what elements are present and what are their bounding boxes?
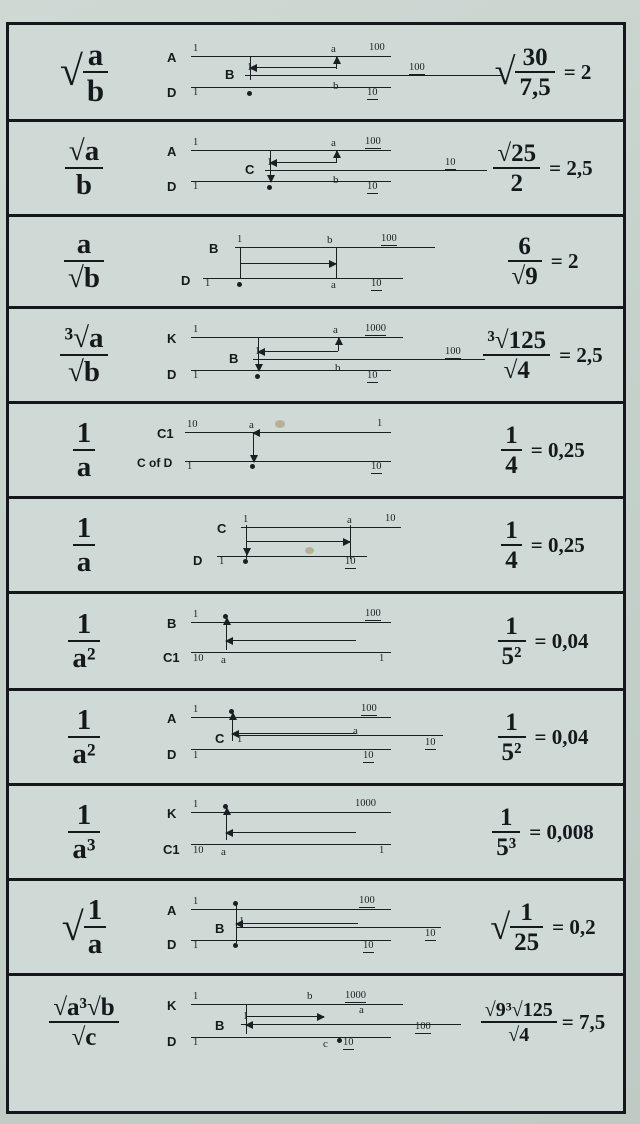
- transfer-arrow-11a: [246, 1016, 324, 1017]
- cursor-line-11: [246, 1004, 247, 1034]
- radical-sign: √: [61, 904, 84, 949]
- result-equals: = 0,008: [529, 819, 594, 844]
- transfer-arrow-3: [240, 263, 336, 264]
- scale-tick-left-D: 1: [193, 1037, 199, 1048]
- index-dot-10b: [233, 943, 238, 948]
- scale-tick-left-D: 1: [193, 370, 199, 381]
- result-equals: = 0,04: [534, 628, 589, 653]
- result-equals: = 2,5: [549, 155, 593, 180]
- diagram-cell-5: [137, 404, 463, 496]
- chart-row-10: [9, 881, 623, 976]
- transfer-arrow-11b: [246, 1024, 350, 1025]
- chart-row-3: [9, 217, 623, 309]
- slider-index-11: 1: [243, 1011, 249, 1022]
- formula-denominator: a²: [72, 641, 96, 674]
- index-dot-4: [255, 374, 260, 379]
- formula-denominator: √b: [67, 262, 101, 294]
- result-denominator: √4: [508, 1023, 530, 1046]
- up-arrow-7: [226, 618, 227, 650]
- down-arrow-6: [246, 529, 247, 555]
- result-cell-4: [463, 309, 623, 401]
- chart-row-9: [9, 786, 623, 881]
- scale-line-C1: [191, 652, 391, 653]
- formula-cell-11: [9, 976, 159, 1068]
- stain-spot: [275, 420, 285, 428]
- result-equals: = 2,5: [559, 342, 603, 367]
- chart-row-6: [9, 499, 623, 594]
- scale-line-D: [191, 87, 391, 88]
- result-numerator: 6: [508, 234, 542, 262]
- scale-line-C1: [191, 844, 391, 845]
- formula-cell-7: [9, 594, 159, 688]
- diagram-cell-1: [159, 25, 463, 119]
- point-label-a: a: [331, 43, 336, 55]
- result-cell-6: [463, 499, 623, 591]
- result-radical-sign: √: [494, 51, 516, 93]
- scale-label-D: D: [167, 937, 177, 952]
- scale-tick-right-K: 1000: [355, 798, 376, 809]
- scale-line-C: [241, 527, 401, 528]
- formula-denominator: √b: [67, 355, 101, 388]
- down-arrow-4: [258, 351, 259, 371]
- scale-line-B: [253, 359, 485, 360]
- read-arrow-4: [338, 338, 339, 351]
- scale-tick-extra: 10: [425, 928, 436, 939]
- point-label-a: a: [249, 419, 254, 431]
- formula-cell-4: [9, 309, 159, 401]
- scale-tick-right-D: 10: [371, 461, 382, 472]
- formula-numerator: 1: [68, 801, 99, 833]
- scale-tick-right-D: 10: [363, 750, 374, 761]
- point-label-c: c: [323, 1038, 328, 1050]
- scale-tick-right-A: 100: [365, 136, 381, 147]
- formula-numerator: √a³√b: [49, 995, 118, 1023]
- scale-tick-left-A: 1: [193, 43, 199, 54]
- scale-label-K: K: [167, 331, 177, 346]
- chart-row-2: [9, 122, 623, 217]
- formula-cell-6: [9, 499, 159, 591]
- index-dot-1: [247, 91, 252, 96]
- cursor-label-B: B: [229, 351, 239, 366]
- scale-tick-left-A: 1: [193, 704, 199, 715]
- result-numerator: √9³√125: [481, 1000, 557, 1023]
- diagram-cell-8: [159, 691, 463, 783]
- point-label-a: a: [221, 654, 226, 666]
- point-label-a: a: [331, 279, 336, 291]
- scale-line-A: [191, 909, 391, 910]
- formula-numerator: 1: [68, 610, 99, 642]
- formula-numerator: a: [64, 230, 104, 262]
- result-equals: = 2: [550, 249, 579, 273]
- scale-tick-left-K: 1: [193, 991, 199, 1002]
- result-equals: = 0,04: [534, 724, 589, 749]
- formula-numerator: 1: [73, 419, 96, 451]
- scale-tick-right-A: 100: [361, 703, 377, 714]
- scale-tick-left-D: 1: [193, 181, 199, 192]
- diagram-cell-10: [159, 881, 463, 973]
- point-label-a: a: [359, 1004, 364, 1016]
- scale-label-C: C: [217, 521, 227, 536]
- formula-cell-8: [9, 691, 159, 783]
- scale-tick-left-D: 1: [193, 940, 199, 951]
- transfer-arrow-9: [226, 832, 356, 833]
- scale-tick-left-B: 1: [193, 609, 199, 620]
- scale-label-B: B: [167, 616, 177, 631]
- point-label-a: a: [333, 324, 338, 336]
- formula-denominator: a: [76, 545, 92, 578]
- stain-spot: [305, 547, 314, 554]
- scale-label-D: D: [167, 179, 177, 194]
- point-label-a: a: [221, 846, 226, 858]
- scale-line-A: [191, 150, 391, 151]
- slider-index-10: 1: [239, 916, 245, 927]
- scale-line-D: [191, 749, 391, 750]
- slider-index-4: 1: [255, 346, 261, 357]
- formula-cell-1: [9, 25, 159, 119]
- scale-label-A: A: [167, 144, 177, 159]
- transfer-arrow-10: [236, 923, 358, 924]
- scale-line-A: [191, 56, 391, 57]
- scale-tick-right-D: 10: [363, 940, 374, 951]
- scale-label-A: A: [167, 50, 177, 65]
- scale-tick-left-C: 1: [243, 514, 249, 525]
- scale-tick-left-A: 1: [193, 896, 199, 907]
- chart-row-7: [9, 594, 623, 691]
- chart-row-1: [9, 25, 623, 122]
- index-dot-3: [237, 282, 242, 287]
- scale-label-B: B: [209, 241, 219, 256]
- scale-line-C: [235, 735, 443, 736]
- scale-line-K: [191, 1004, 403, 1005]
- result-numerator: 1: [501, 423, 522, 451]
- scale-tick-left-D: 1: [187, 461, 193, 472]
- slider-index-2: 1: [267, 157, 273, 168]
- scale-label-D: D: [193, 553, 203, 568]
- transfer-arrow-2: [270, 162, 336, 163]
- slider-index-8: 1: [237, 734, 243, 745]
- scale-tick-right-A: 100: [369, 42, 385, 53]
- chart-row-4: [9, 309, 623, 404]
- scale-tick-right-C1: 1: [379, 845, 385, 856]
- result-cell-3: [463, 217, 623, 306]
- slider-index-1: 1: [247, 62, 253, 73]
- result-denominator: 2: [510, 169, 523, 197]
- point-label-a: a: [331, 137, 336, 149]
- scale-tick-left-A: 1: [193, 137, 199, 148]
- scale-tick-extra: 10: [425, 737, 436, 748]
- result-equals: = 2: [563, 59, 592, 84]
- index-dot-5: [250, 464, 255, 469]
- scale-tick-extra: 100: [445, 346, 461, 357]
- result-equals: = 0,25: [530, 532, 585, 557]
- result-cell-8: [463, 691, 623, 783]
- point-label-b: b: [333, 174, 339, 186]
- scale-tick-right-B: 100: [381, 233, 397, 244]
- index-dot-11: [337, 1038, 342, 1043]
- scale-line-K: [191, 812, 391, 813]
- formula-denominator: √c: [71, 1023, 97, 1051]
- result-cell-9: [463, 786, 623, 878]
- scale-line-C: [265, 170, 487, 171]
- formula-denominator: b: [75, 168, 93, 201]
- scale-tick-left-D: 1: [219, 556, 225, 567]
- formula-denominator: a³: [72, 832, 96, 865]
- scale-tick-extra: 100: [415, 1021, 431, 1032]
- chart-row-11: [9, 976, 623, 1068]
- transfer-arrow-7: [226, 640, 356, 641]
- chart-row-8: [9, 691, 623, 786]
- scale-tick-right-C: 10: [385, 513, 396, 524]
- scale-label-D: D: [167, 85, 177, 100]
- result-denominator: 5²: [501, 642, 522, 670]
- formula-numerator: ³√a: [60, 324, 107, 356]
- scale-tick-right-D: 10: [343, 1037, 354, 1048]
- down-arrow-2: [270, 162, 271, 182]
- scale-tick-left-C1: 10: [193, 845, 204, 856]
- formula-numerator: 1: [68, 706, 99, 738]
- formula-numerator: √a: [65, 137, 103, 169]
- result-numerator: 1: [498, 614, 526, 642]
- scale-tick-right-D: 10: [371, 278, 382, 289]
- scale-label-A: A: [167, 711, 177, 726]
- scale-tick-left-D: 1: [193, 750, 199, 761]
- scale-tick-right-C1: 1: [379, 653, 385, 664]
- cursor-label-B: B: [225, 67, 235, 82]
- index-dot-6: [243, 559, 248, 564]
- scale-tick-right-K: 1000: [345, 990, 366, 1001]
- result-numerator: 1: [510, 900, 543, 928]
- result-cell-10: [463, 881, 623, 973]
- index-dot-2: [267, 185, 272, 190]
- point-label-a: a: [353, 725, 358, 737]
- formula-cell-5: [9, 404, 159, 496]
- scale-label-CofD: C of D: [137, 456, 173, 470]
- cursor-line-6b: [350, 525, 351, 559]
- scale-tick-100-B: 100: [409, 62, 425, 73]
- cursor-line-3b: [336, 247, 337, 279]
- transfer-arrow-1: [250, 67, 336, 68]
- scale-label-K: K: [167, 998, 177, 1013]
- result-cell-11: [463, 976, 623, 1068]
- point-label-b: b: [327, 234, 333, 246]
- scale-line-B: [245, 75, 501, 76]
- formula-numerator: 1: [84, 896, 107, 928]
- formula-denominator: a²: [72, 737, 96, 770]
- formula-cell-9: [9, 786, 159, 878]
- scale-tick-right-D: 10: [345, 556, 356, 567]
- result-equals: = 0,25: [530, 437, 585, 462]
- scale-tick-right-C1: 1: [377, 418, 383, 429]
- formula-denominator: a: [76, 450, 92, 483]
- chart-row-5: [9, 404, 623, 499]
- scale-label-C1: C1: [157, 426, 174, 441]
- result-denominator: √9: [511, 263, 538, 290]
- scale-line-K: [191, 337, 403, 338]
- result-denominator: 7,5: [519, 73, 551, 101]
- result-numerator: ³√125: [483, 328, 550, 356]
- transfer-arrow-8: [232, 733, 356, 734]
- result-equals: = 0,2: [552, 914, 596, 939]
- formula-denominator: b: [86, 72, 105, 108]
- scale-tick-right-D: 10: [367, 370, 378, 381]
- scale-line-B: [191, 622, 391, 623]
- point-label-b: b: [333, 80, 339, 92]
- result-cell-5: [463, 404, 623, 496]
- transfer-arrow-4: [258, 351, 338, 352]
- scale-tick-right-D: 10: [367, 87, 378, 98]
- scale-line-B: [235, 247, 435, 248]
- diagram-cell-4: [159, 309, 463, 401]
- formula-cell-10: [9, 881, 159, 973]
- result-denominator: 5³: [496, 833, 517, 861]
- diagram-cell-11: [159, 976, 463, 1068]
- scale-label-D: D: [167, 747, 177, 762]
- result-numerator: √25: [493, 141, 540, 169]
- formula-cell-3: [9, 217, 159, 306]
- scale-label-D: D: [167, 367, 177, 382]
- diagram-cell-9: [159, 786, 463, 878]
- point-label-a: a: [347, 514, 352, 526]
- read-arrow-2: [336, 151, 337, 163]
- scale-label-C1: C1: [163, 842, 180, 857]
- result-radical-sign: √: [490, 907, 511, 947]
- transfer-arrow-6: [246, 541, 350, 542]
- scale-tick-right-D: 10: [367, 181, 378, 192]
- radical-sign: √: [59, 49, 83, 95]
- scale-label-D: D: [181, 273, 191, 288]
- result-denominator: 25: [514, 928, 540, 956]
- scale-tick-left-C1: 10: [193, 653, 204, 664]
- diagram-cell-7: [159, 594, 463, 688]
- scale-line-D: [191, 1037, 391, 1038]
- scale-tick-right-B: 100: [365, 608, 381, 619]
- slider-index-3: 1: [237, 234, 243, 245]
- result-denominator: 5²: [501, 738, 522, 766]
- scale-line-D: [185, 461, 391, 462]
- result-numerator: 1: [498, 710, 526, 738]
- point-label-b: b: [335, 362, 341, 374]
- read-arrow-1: [336, 57, 337, 69]
- down-arrow-5: [253, 432, 254, 462]
- scale-label-K: K: [167, 806, 177, 821]
- diagram-cell-2: [159, 122, 463, 214]
- diagram-cell-3: [159, 217, 463, 306]
- cursor-label-B: B: [215, 1018, 225, 1033]
- scale-label-D: D: [167, 1034, 177, 1049]
- formula-cell-2: [9, 122, 159, 214]
- scale-label-C1: C1: [163, 650, 180, 665]
- result-cell-1: [463, 25, 623, 119]
- transfer-arrow-5: [253, 432, 381, 433]
- result-denominator: √4: [503, 356, 530, 384]
- scale-line-D: [191, 181, 391, 182]
- cursor-label-C: C: [245, 162, 255, 177]
- result-numerator: 1: [501, 518, 522, 546]
- scale-label-A: A: [167, 903, 177, 918]
- scale-tick-left-D: 1: [193, 87, 199, 98]
- scale-tick-left-K: 1: [193, 324, 199, 335]
- result-denominator: 4: [505, 451, 518, 479]
- scale-tick-extra: 10: [445, 157, 456, 168]
- diagram-cell-6: [159, 499, 463, 591]
- result-denominator: 4: [505, 546, 518, 574]
- scale-tick-right-K: 1000: [365, 323, 386, 334]
- scale-line-D: [191, 940, 391, 941]
- result-numerator: 30: [515, 45, 554, 73]
- scale-tick-left-D: 1: [205, 278, 211, 289]
- scale-tick-right-A: 100: [359, 895, 375, 906]
- result-numerator: 1: [492, 805, 520, 833]
- result-equals: = 7,5: [561, 1009, 606, 1034]
- scale-tick-left-K: 1: [193, 799, 199, 810]
- scale-line-B: [237, 927, 441, 928]
- cursor-label-B: B: [215, 921, 225, 936]
- scale-line-A: [191, 717, 391, 718]
- result-cell-7: [463, 594, 623, 688]
- scale-tick-left-C1: 10: [187, 419, 198, 430]
- formula-numerator: 1: [73, 514, 96, 546]
- formula-denominator: a: [87, 927, 103, 960]
- result-cell-2: [463, 122, 623, 214]
- slide-rule-chart-card: [6, 22, 626, 1114]
- scale-line-D: [191, 370, 391, 371]
- cursor-label-C: C: [215, 731, 225, 746]
- formula-numerator: a: [83, 39, 108, 73]
- point-label-b: b: [307, 990, 313, 1002]
